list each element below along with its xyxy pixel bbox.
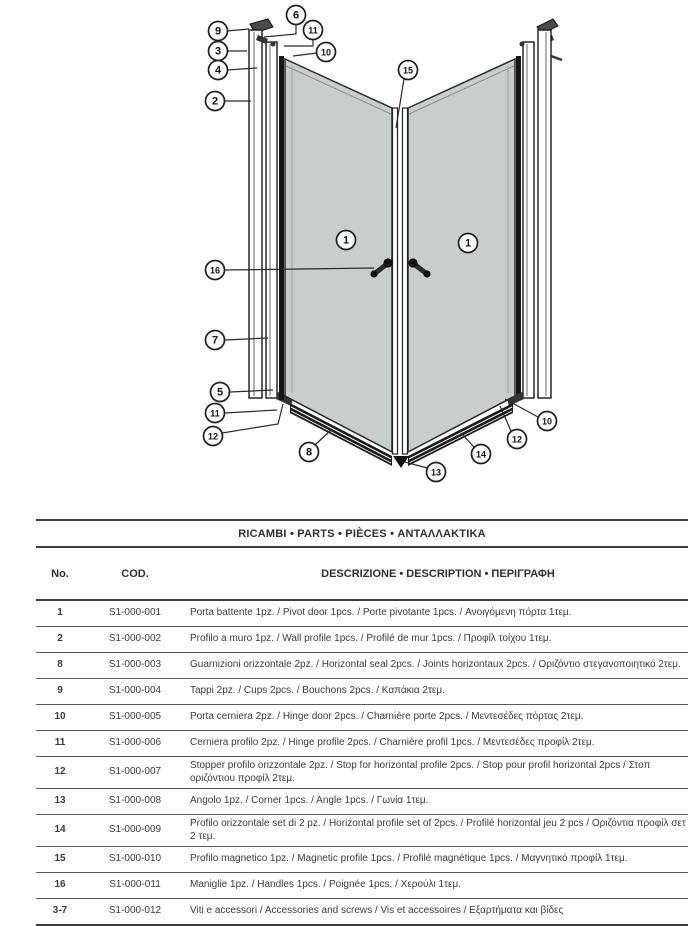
part-description: Tappi 2pz. / Cups 2pcs. / Bouchons 2pcs. / Καπάκια 2τεμ. <box>190 685 445 697</box>
part-code: S1-000-011 <box>109 879 161 891</box>
svg-text:11: 11 <box>210 408 220 419</box>
svg-text:11: 11 <box>308 25 318 36</box>
table-row <box>36 899 688 926</box>
part-number: 8 <box>57 659 63 671</box>
part-code: S1-000-004 <box>108 685 162 697</box>
wall-profile-right <box>537 19 562 398</box>
part-code: S1-000-008 <box>108 795 162 807</box>
svg-text:2: 2 <box>211 95 219 108</box>
svg-text:10: 10 <box>320 47 332 58</box>
svg-text:12: 12 <box>511 434 523 445</box>
column-header-cod: COD. <box>121 567 149 580</box>
callout-2 <box>206 92 252 111</box>
callout-1 <box>459 234 478 253</box>
part-number: 13 <box>54 795 66 807</box>
part-number: 15 <box>54 853 66 865</box>
callout-14 <box>461 433 491 464</box>
part-code: S1-000-009 <box>108 824 162 836</box>
part-number: 1 <box>57 607 63 619</box>
column-header-desc: DESCRIZIONE • DESCRIPTION • ΠΕΡΙΓΡΑΦΗ <box>321 567 555 580</box>
part-number: 16 <box>54 879 66 891</box>
table-row <box>36 627 688 653</box>
part-code: S1-000-010 <box>108 853 162 865</box>
table-row <box>36 847 688 873</box>
svg-text:1: 1 <box>342 234 350 247</box>
table-row <box>36 757 688 789</box>
part-number: 14 <box>54 824 66 836</box>
part-description: Cerniera profilo 2pz. / Hinge profile 2pcs. / Charnière profil 1pcs. / Μεντεσέδες προφίλ 2τεμ. <box>190 737 595 749</box>
svg-text:10: 10 <box>541 416 553 427</box>
callout-13 <box>405 462 446 482</box>
table-title: RICAMBI • PARTS • PIÈCES • ΑΝΤΑΛΛΑΚΤΙΚΑ <box>238 528 486 540</box>
part-description: Porta cerniera 2pz. / Hinge door 2pcs. / Charnière porte 2pcs. / Μεντεσέδες πόρτας 2τεμ. <box>190 711 584 723</box>
svg-text:16: 16 <box>209 265 221 276</box>
callout-9 <box>209 22 250 41</box>
part-description: Viti e accessori / Accessories and screws / Vis et accessoires / Εξαρτήματα και βίδες <box>190 905 564 917</box>
svg-text:13: 13 <box>430 467 442 478</box>
table-row <box>36 873 688 899</box>
svg-text:4: 4 <box>214 64 222 77</box>
part-number: 12 <box>54 766 66 778</box>
part-number: 11 <box>54 737 66 749</box>
part-description: Stopper profilo orizzontale 2pz. / Stop for horizontal profile 2pcs. / Stop pour profil horizontal 2pcs / Στοπ οριζόντιου προφίλ 2τεμ. <box>190 760 651 784</box>
svg-text:9: 9 <box>214 25 222 38</box>
part-code: S1-000-007 <box>108 766 162 778</box>
table-row <box>36 679 688 705</box>
svg-text:7: 7 <box>211 334 219 347</box>
door-stile-right <box>516 56 521 400</box>
table-row <box>36 705 688 731</box>
callout-10 <box>293 43 336 62</box>
table-body <box>36 601 688 926</box>
part-description: Profilo a muro 1pz. / Wall profile 1pcs. / Profilé de mur 1pcs. / Προφίλ τοίχου 1τεμ. <box>190 633 552 645</box>
svg-text:6: 6 <box>292 9 300 22</box>
magnetic-profiles <box>393 108 408 454</box>
glass-door-left <box>285 59 392 452</box>
part-description: Profilo magnetico 1pz. / Magnetic profile 1pcs. / Profilé magnétique 1pcs. / Μαγνητικό προφίλ 1τεμ. <box>190 853 628 865</box>
part-number: 2 <box>57 633 63 645</box>
part-number: 9 <box>57 685 63 697</box>
part-description: Maniglie 1pz. / Handles 1pcs. / Poignée 1pcs. / Χερούλι 1τεμ. <box>190 879 462 891</box>
part-description: Porta battente 1pz. / Pivot door 1pcs. / Porte pivotante 1pcs. / Ανοιγόμενη πόρτα 1τεμ. <box>190 607 572 619</box>
callout-6 <box>264 6 306 38</box>
callout-5 <box>211 383 274 402</box>
part-code: S1-000-012 <box>108 905 162 917</box>
svg-text:14: 14 <box>475 449 487 460</box>
part-number: 3-7 <box>52 905 68 917</box>
parts-table <box>36 519 688 926</box>
glass-door-right <box>408 59 515 452</box>
door-stile-left <box>279 56 284 400</box>
table-row <box>36 731 688 757</box>
part-description: Profilo orizzontale set di 2 pz. / Horizontal profile set of 2pcs. / Profilé horizontal jeu 2 pcs / Οριζόντια προφίλ σετ 2 τεμ. <box>190 818 686 842</box>
callout-3 <box>209 42 248 61</box>
svg-text:3: 3 <box>214 45 222 58</box>
table-row <box>36 601 688 627</box>
callout-11 <box>284 21 323 47</box>
part-description: Angolo 1pz. / Corner 1pcs. / Angle 1pcs. / Γωνία 1τεμ. <box>190 795 429 807</box>
table-header-row <box>36 548 688 599</box>
callout-8 <box>300 430 332 462</box>
svg-text:5: 5 <box>216 386 224 399</box>
part-code: S1-000-003 <box>108 659 162 671</box>
part-code: S1-000-006 <box>108 737 162 749</box>
part-code: S1-000-005 <box>108 711 162 723</box>
svg-text:12: 12 <box>207 431 219 442</box>
table-row <box>36 789 688 815</box>
column-header-no: No. <box>51 567 69 580</box>
part-number: 10 <box>54 711 66 723</box>
table-row <box>36 653 688 679</box>
svg-text:1: 1 <box>464 237 472 250</box>
svg-text:15: 15 <box>402 65 414 76</box>
table-row <box>36 815 688 847</box>
svg-text:8: 8 <box>305 446 313 459</box>
callout-11 <box>206 404 278 423</box>
callout-10 <box>505 399 557 431</box>
part-code: S1-000-002 <box>108 633 162 645</box>
part-code: S1-000-001 <box>108 607 162 619</box>
callout-1 <box>337 231 356 250</box>
part-description: Guarnizioni orizzontale 2pz. / Horizontal seal 2pcs. / Joints horizontaux 2pcs. / Οριζόντιο στεγανοποιητικό 2τεμ. <box>190 659 681 671</box>
